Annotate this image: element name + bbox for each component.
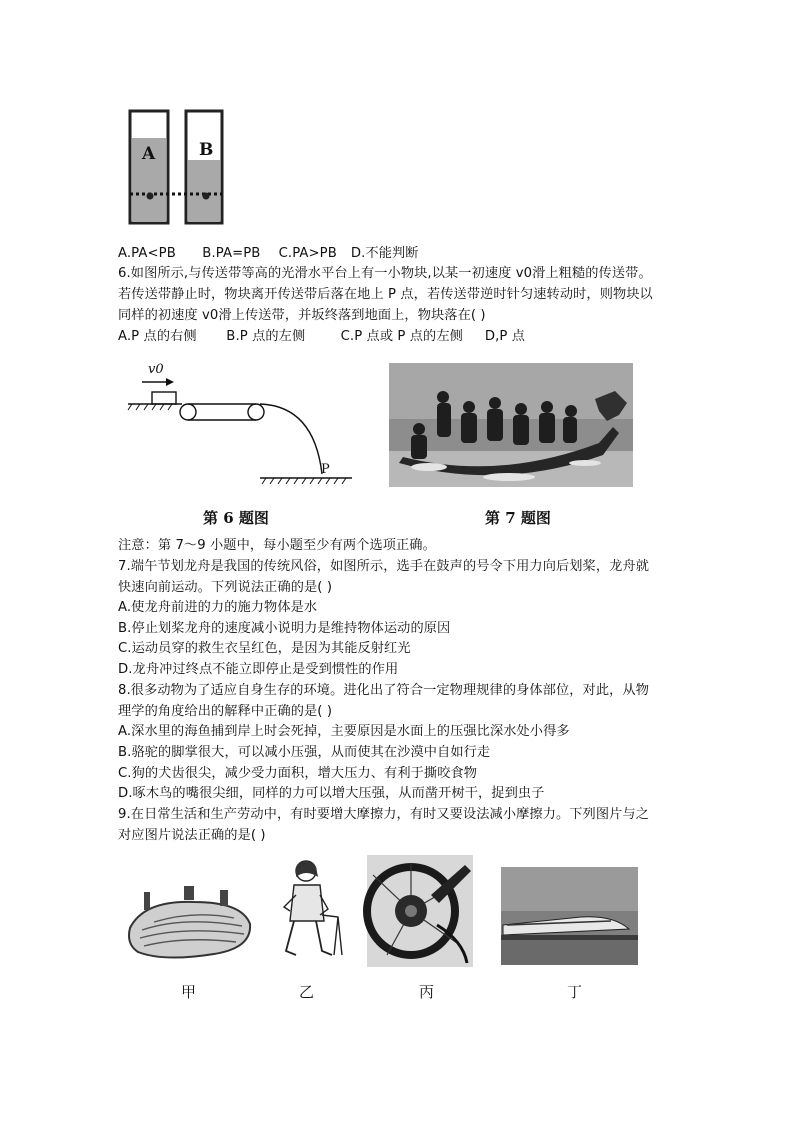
q6-stem-line-2: 若传送带静止时，物块离开传送带后落在地上 P 点，若传送带逆时针匀速转动时，则物块以 — [118, 287, 653, 302]
q6-stem-line-1: 6.如图所示,与传送带等高的光滑水平台上有一小物块,以某一初速度 v0滑上粗糙的传送带。 — [118, 266, 652, 281]
q6-option-c: C.P 点或 P 点的左侧 — [340, 329, 463, 344]
q5-option-a: A.PA<PB — [118, 246, 176, 261]
conveyor-p-label: P — [321, 462, 330, 477]
q9-stem-line-2: 对应图片说法正确的是( ) — [118, 828, 266, 843]
container-a-label: A — [142, 144, 156, 164]
conveyor-figure — [126, 362, 366, 492]
picture-ding-label: 丁 — [567, 983, 583, 1001]
q8-option-b: B.骆驼的脚掌很大，可以减小压强，从而使其在沙漠中自如行走 — [118, 745, 491, 760]
maglev-train-picture — [501, 867, 638, 965]
dragon-boat-photo — [389, 363, 633, 487]
q7-option-a: A.使龙舟前进的力的施力物体是水 — [118, 600, 318, 615]
picture-jia-label: 甲 — [181, 983, 197, 1001]
picture-bing-label: 丙 — [419, 983, 435, 1001]
q6-option-b: B.P 点的左侧 — [226, 329, 306, 344]
bicycle-brake-picture — [367, 855, 473, 967]
q7-figure-caption: 第 7 题图 — [485, 509, 551, 527]
q6-option-a: A.P 点的右侧 — [118, 329, 197, 344]
q6-figure-caption: 第 6 题图 — [203, 509, 269, 527]
q8-option-d: D.啄木鸟的嘴很尖细，同样的力可以增大压强，从而凿开树干，捉到虫子 — [118, 786, 545, 801]
q8-stem-line-2: 理学的角度给出的解释中正确的是( ) — [118, 704, 333, 719]
woman-sitting-picture — [276, 855, 346, 967]
picture-yi-label: 乙 — [299, 983, 315, 1001]
container-b-label: B — [199, 140, 214, 160]
q7-option-b: B.停止划桨龙舟的速度减小说明力是维持物体运动的原因 — [118, 621, 451, 636]
q7-stem-line-1: 7.端午节划龙舟是我国的传统风俗，如图所示，选手在鼓声的号令下用力向后划桨，龙舟就 — [118, 559, 649, 574]
q7-stem-line-2: 快速向前运动。下列说法正确的是( ) — [118, 580, 333, 595]
conveyor-v0-label: v0 — [148, 362, 164, 377]
q7-option-c: C.运动员穿的救生衣呈红色，是因为其能反射红光 — [118, 641, 411, 656]
q7-option-d: D.龙舟冲过终点不能立即停止是受到惯性的作用 — [118, 662, 399, 677]
q5-options — [118, 244, 419, 264]
shoe-sole-picture — [124, 880, 258, 966]
note-line: 注意：第 7～9 小题中，每小题至少有两个选项正确。 — [118, 538, 436, 553]
q9-stem-line-1: 9.在日常生活和生产劳动中，有时要增大摩擦力，有时又要设法减小摩擦力。下列图片与之 — [118, 807, 649, 822]
q5-option-d: D.不能判断 — [350, 246, 419, 261]
q8-option-a: A.深水里的海鱼捕到岸上时会死掉，主要原因是水面上的压强比深水处小得多 — [118, 724, 570, 739]
q5-option-c: C.PA>PB — [278, 246, 337, 261]
q5-option-b: B.PA=PB — [202, 246, 261, 261]
containers-figure — [126, 108, 226, 228]
q6-option-d: D,P 点 — [484, 329, 526, 344]
q8-stem-line-1: 8.很多动物为了适应自身生存的环境。进化出了符合一定物理规律的身体部位，对此，从物 — [118, 683, 649, 698]
q6-options — [118, 327, 525, 347]
q6-stem-line-3: 同样的初速度 v0滑上传送带，并坂终落到地面上，物块落在( ) — [118, 308, 486, 323]
q8-option-c: C.狗的犬齿很尖，减少受力面积，增大压力、有利于撕咬食物 — [118, 766, 478, 781]
